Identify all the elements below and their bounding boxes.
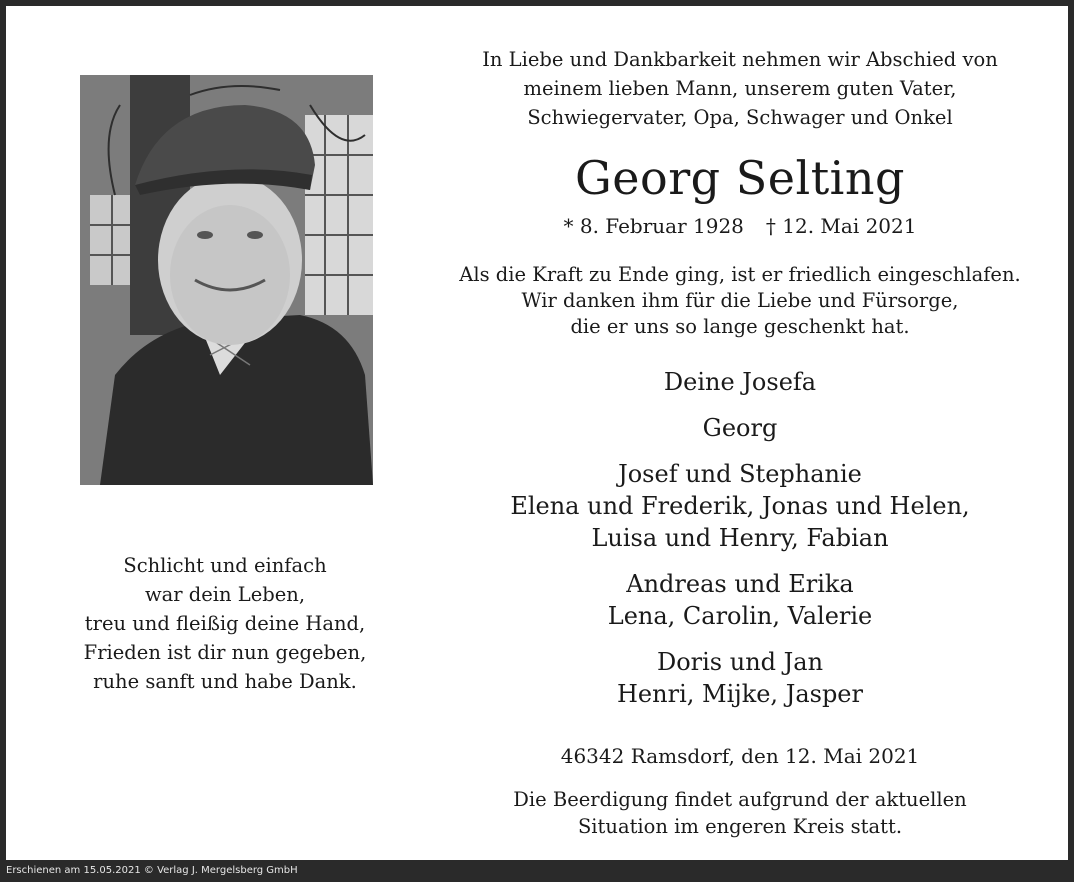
intro-line: Schwiegervater, Opa, Schwager und Onkel bbox=[527, 106, 953, 129]
poem-line: war dein Leben, bbox=[144, 583, 306, 606]
memorial-poem bbox=[40, 551, 410, 696]
publication-footer: Erschienen am 15.05.2021 © Verlag J. Mergelsberg GmbH bbox=[6, 865, 298, 876]
mourner-line: Josef und Stephanie bbox=[618, 460, 862, 488]
intro-text bbox=[440, 45, 1040, 132]
mourner-line: Lena, Carolin, Valerie bbox=[607, 602, 873, 630]
life-dates bbox=[440, 211, 1040, 241]
mourner-line: Luisa und Henry, Fabian bbox=[591, 524, 889, 552]
intro-line: meinem lieben Mann, unserem guten Vater, bbox=[523, 77, 957, 100]
intro-line: In Liebe und Dankbarkeit nehmen wir Abschied von bbox=[482, 48, 998, 71]
poem-line: Frieden ist dir nun gegeben, bbox=[83, 641, 367, 664]
funeral-line: Die Beerdigung findet aufgrund der aktuellen bbox=[513, 788, 967, 811]
farewell-line: die er uns so lange geschenkt hat. bbox=[570, 315, 910, 338]
mourner-line: Henri, Mijke, Jasper bbox=[617, 680, 863, 708]
mourner-line: Doris und Jan bbox=[656, 648, 824, 676]
mourner-wife: Deine Josefa bbox=[663, 368, 817, 396]
poem-line: treu und fleißig deine Hand, bbox=[84, 612, 366, 635]
farewell-text bbox=[440, 262, 1040, 340]
farewell-line: Als die Kraft zu Ende ging, ist er friedlich eingeschlafen. bbox=[459, 263, 1021, 286]
mourner-group bbox=[440, 646, 1040, 710]
mourner-son: Georg bbox=[702, 414, 778, 442]
place-and-date: 46342 Ramsdorf, den 12. Mai 2021 bbox=[560, 744, 920, 768]
death-date: † 12. Mai 2021 bbox=[765, 214, 917, 238]
mourner-line: Elena und Frederik, Jonas und Helen, bbox=[510, 492, 970, 520]
portrait-photo bbox=[80, 75, 373, 485]
deceased-name: Georg Selting bbox=[575, 151, 905, 205]
funeral-notice bbox=[440, 786, 1040, 840]
farewell-line: Wir danken ihm für die Liebe und Fürsorge, bbox=[521, 289, 959, 312]
birth-date: * 8. Februar 1928 bbox=[563, 214, 744, 238]
poem-line: ruhe sanft und habe Dank. bbox=[93, 670, 357, 693]
poem-line: Schlicht und einfach bbox=[123, 554, 327, 577]
mourner-group bbox=[440, 458, 1040, 554]
mourner-line: Andreas und Erika bbox=[626, 570, 854, 598]
mourner-group bbox=[440, 568, 1040, 632]
funeral-line: Situation im engeren Kreis statt. bbox=[577, 815, 903, 838]
